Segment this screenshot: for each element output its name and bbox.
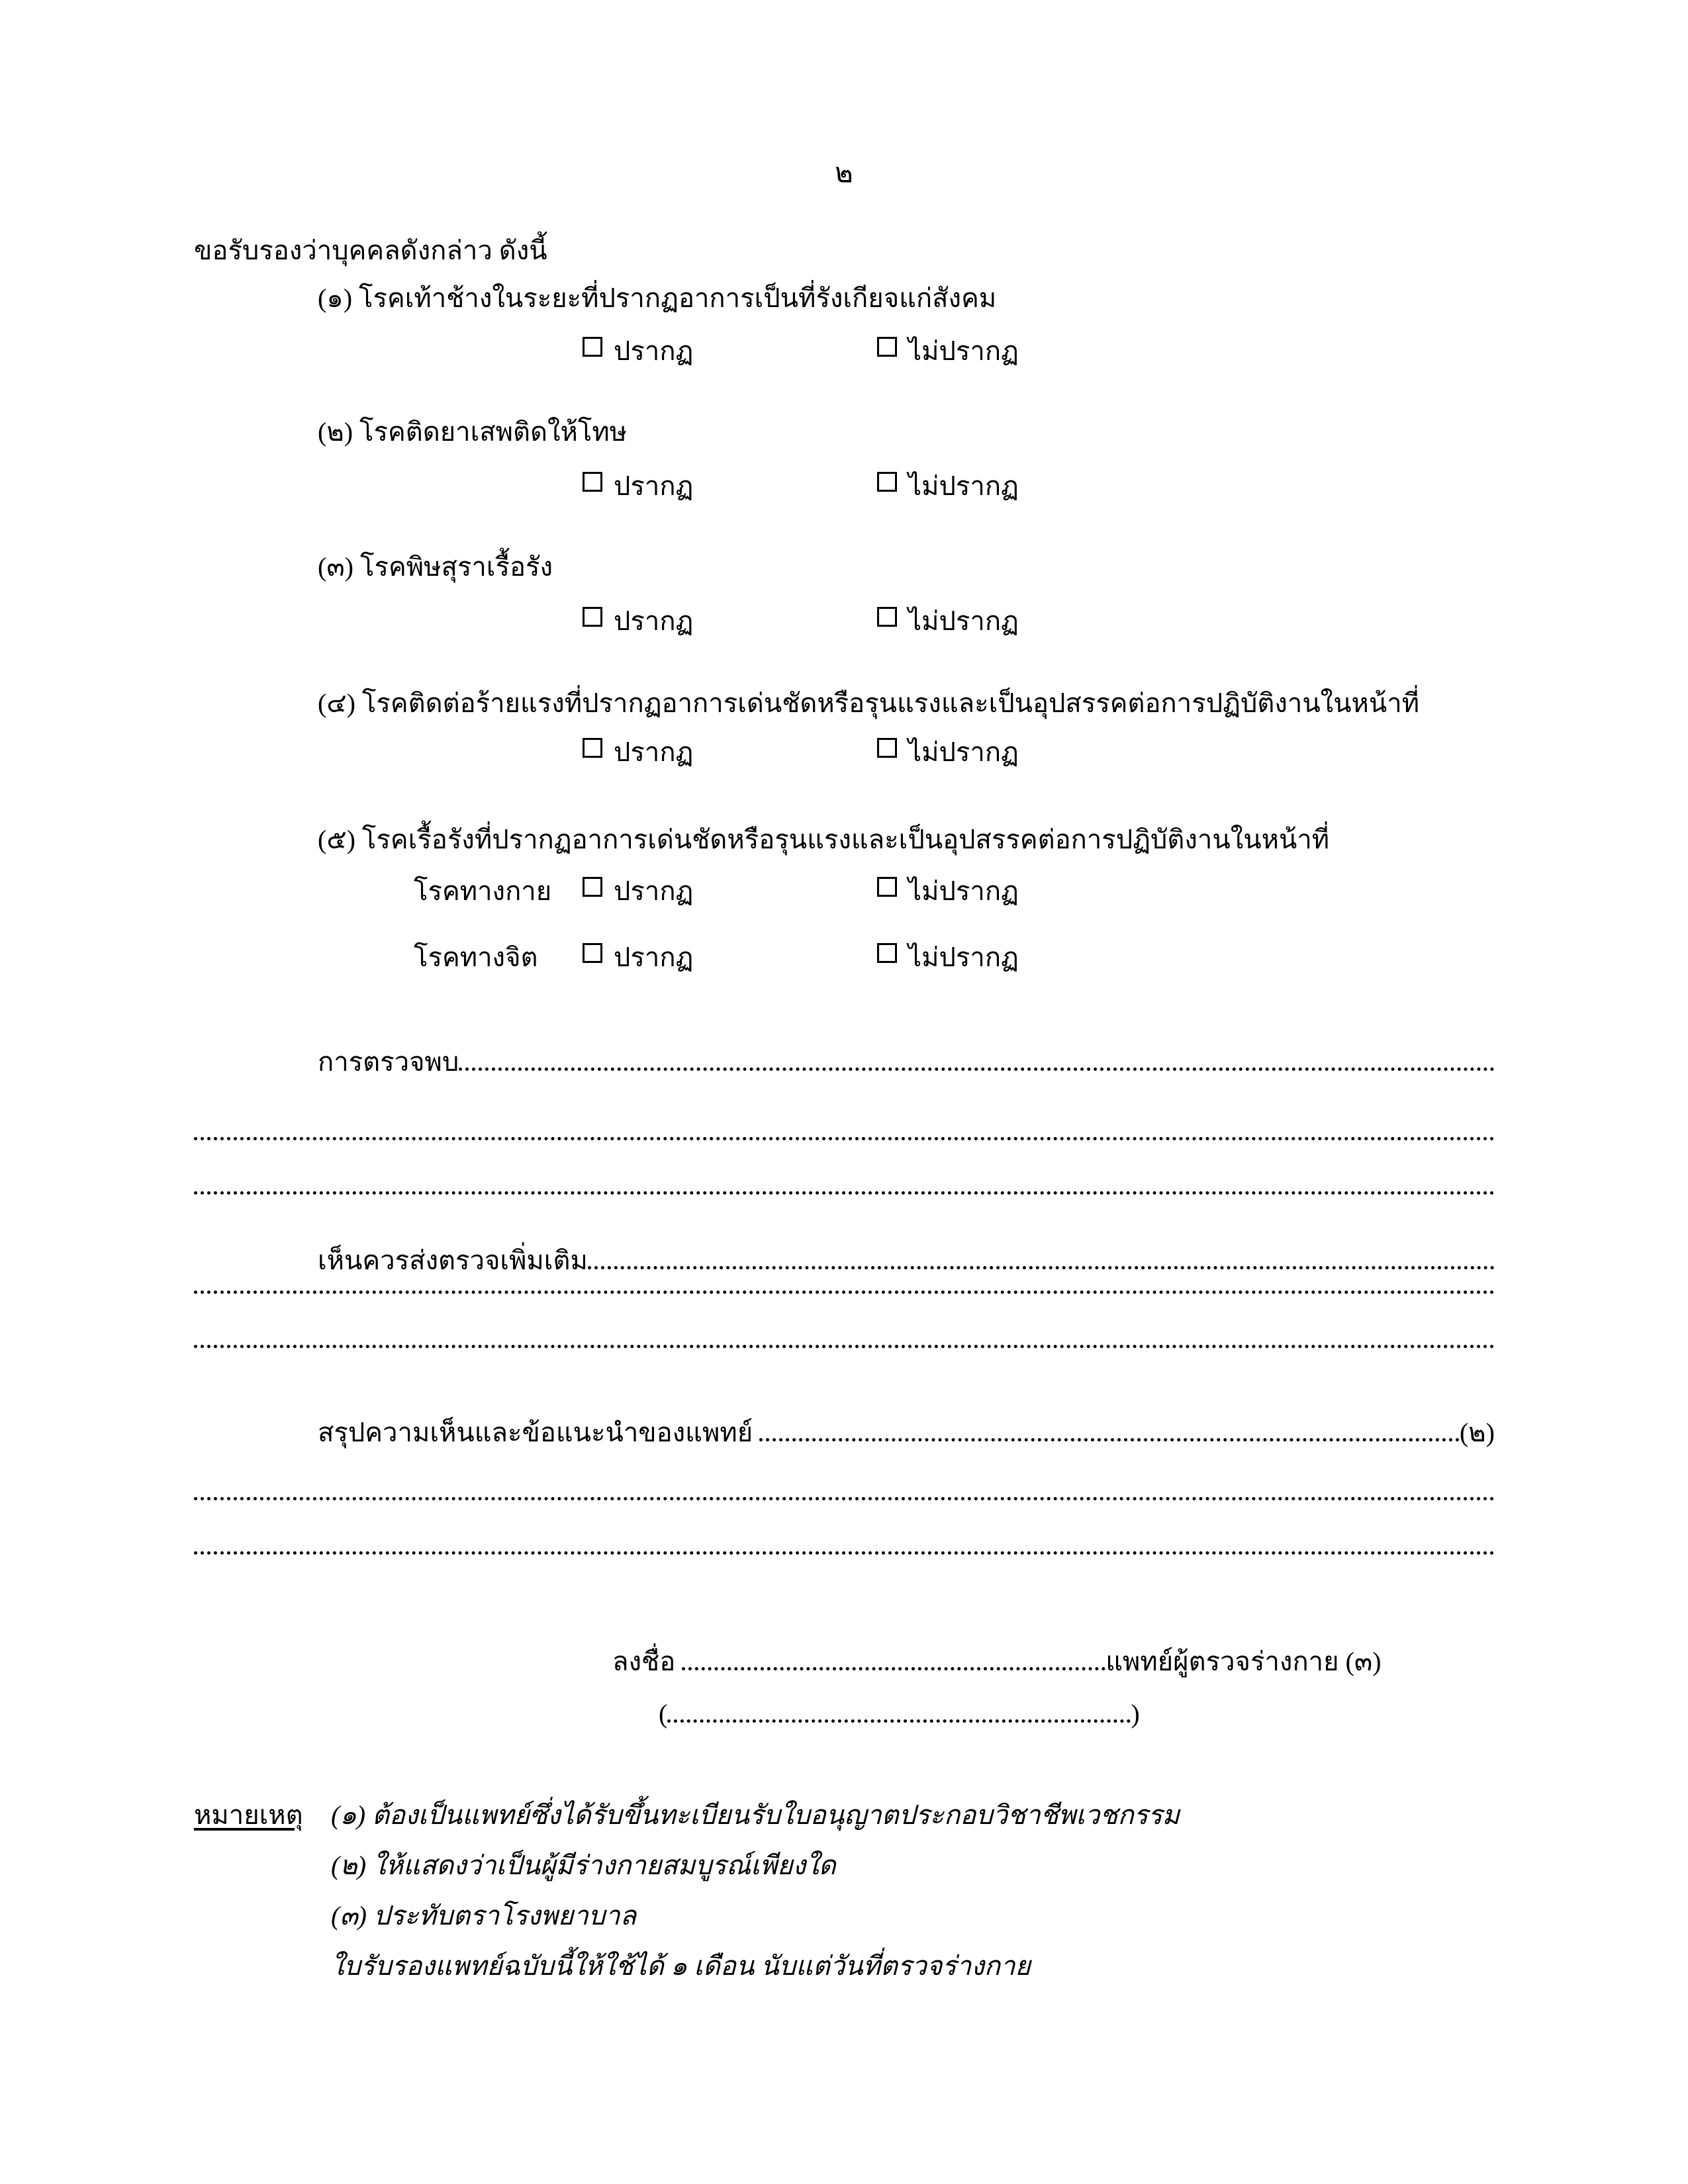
- signature-name-row[interactable]: [659, 1698, 1140, 1729]
- disease-item-2-options: [583, 465, 1019, 507]
- disease-item-5-physical-label: โรคทางกาย: [414, 876, 552, 906]
- summary-footnote-ref: (๒): [1459, 1418, 1495, 1447]
- disease-item-3-label: (๓) โรคพิษสุราเรื้อรัง: [318, 552, 553, 582]
- checkbox-present-3-icon[interactable]: [583, 607, 602, 627]
- summary-label: สรุปความเห็นและข้อแนะนำของแพทย์: [318, 1418, 760, 1447]
- checkbox-present-4-icon[interactable]: [583, 738, 602, 758]
- signature-row[interactable]: [612, 1640, 1382, 1682]
- signature-name-input-line[interactable]: [667, 1719, 1131, 1723]
- checkbox-option-present-5-physical[interactable]: [583, 870, 877, 912]
- note-item-3: (๓) ประทับตราโรงพยาบาล: [331, 1901, 637, 1931]
- summary-input-line[interactable]: [759, 1438, 1460, 1441]
- disease-item-3-options: [583, 600, 1019, 642]
- checkbox-present-5-physical-icon[interactable]: [583, 877, 602, 897]
- checkbox-present-2-label: ปรากฏ: [614, 471, 694, 501]
- further-exam-field[interactable]: [318, 1239, 1495, 1281]
- further-exam-input-line-2[interactable]: [194, 1291, 1495, 1294]
- checkbox-absent-3-icon[interactable]: [877, 607, 897, 627]
- note-item-1: (๑) ต้องเป็นแพทย์ซึ่งได้รับขึ้นทะเบียนรับใบอนุญาตประกอบวิชาชีพเวชกรรม: [331, 1800, 1180, 1830]
- disease-item-5-mental-options: [414, 936, 1019, 978]
- further-exam-label: เห็นควรส่งตรวจเพิ่มเติม: [318, 1246, 588, 1275]
- checkbox-absent-5-mental-icon[interactable]: [877, 943, 897, 963]
- checkbox-option-absent-3[interactable]: [877, 600, 1019, 642]
- signature-label: ลงชื่อ: [612, 1647, 682, 1676]
- checkbox-option-absent-5-mental[interactable]: [877, 936, 1019, 978]
- signature-role-label: แพทย์ผู้ตรวจร่างกาย (๓): [1105, 1647, 1382, 1676]
- checkbox-absent-4-icon[interactable]: [877, 738, 897, 758]
- disease-item-5-label: (๕) โรคเรื้อรังที่ปรากฏอาการเด่นชัดหรือรุนแรงและเป็นอุปสรรคต่อการปฏิบัติงานในหน้าที่: [318, 825, 1330, 854]
- signature-name-close-paren: ): [1131, 1699, 1140, 1729]
- findings-input-line-3[interactable]: [194, 1191, 1495, 1195]
- checkbox-present-5-physical-label: ปรากฏ: [614, 876, 694, 906]
- checkbox-present-5-mental-label: ปรากฏ: [614, 942, 694, 972]
- summary-field[interactable]: [318, 1411, 1495, 1453]
- disease-item-4-options: [583, 731, 1019, 773]
- disease-item-4-label: (๔) โรคติดต่อร้ายแรงที่ปรากฏอาการเด่นชัดหรือรุนแรงและเป็นอุปสรรคต่อการปฏิบัติงานในหน้าที่: [318, 688, 1420, 718]
- findings-label: การตรวจพบ: [318, 1047, 459, 1077]
- note-item-validity: ใบรับรองแพทย์ฉบับนี้ให้ใช้ได้ ๑ เดือน นับแต่วันที่ตรวจร่างกาย: [331, 1951, 1031, 1981]
- checkbox-present-1-label: ปรากฏ: [614, 336, 694, 366]
- notes-label: หมายเหตุ: [194, 1800, 303, 1830]
- disease-item-5-physical-options: [414, 870, 1019, 912]
- checkbox-option-present-2[interactable]: [583, 465, 877, 507]
- signature-input-line[interactable]: [682, 1667, 1105, 1670]
- checkbox-absent-1-label: ไม่ปรากฏ: [908, 336, 1019, 366]
- checkbox-option-present-4[interactable]: [583, 731, 877, 773]
- note-item-2: (๒) ให้แสดงว่าเป็นผู้มีร่างกายสมบูรณ์เพียงใด: [331, 1850, 836, 1880]
- summary-input-line-2[interactable]: [194, 1497, 1495, 1500]
- checkbox-present-5-mental-icon[interactable]: [583, 943, 602, 963]
- checkbox-absent-3-label: ไม่ปรากฏ: [908, 606, 1019, 636]
- checkbox-present-2-icon[interactable]: [583, 472, 602, 492]
- disease-item-5-mental-label: โรคทางจิต: [414, 942, 538, 972]
- findings-field[interactable]: [318, 1040, 1495, 1083]
- page-number: ๒: [835, 158, 853, 189]
- checkbox-option-present-5-mental[interactable]: [583, 936, 877, 978]
- checkbox-absent-2-icon[interactable]: [877, 472, 897, 492]
- checkbox-present-1-icon[interactable]: [583, 337, 602, 357]
- checkbox-option-present-1[interactable]: [583, 330, 877, 372]
- further-exam-input-line[interactable]: [588, 1266, 1495, 1269]
- disease-item-2-label: (๒) โรคติดยาเสพติดให้โทษ: [318, 417, 628, 447]
- checkbox-option-absent-5-physical[interactable]: [877, 870, 1019, 912]
- further-exam-input-line-3[interactable]: [194, 1345, 1495, 1348]
- checkbox-option-absent-2[interactable]: [877, 465, 1019, 507]
- checkbox-present-3-label: ปรากฏ: [614, 606, 694, 636]
- checkbox-present-4-label: ปรากฏ: [614, 737, 694, 767]
- checkbox-option-absent-4[interactable]: [877, 731, 1019, 773]
- disease-item-1-options: [583, 330, 1019, 372]
- intro-line: ขอรับรองว่าบุคคลดังกล่าว ดังนี้: [194, 236, 547, 265]
- checkbox-option-absent-1[interactable]: [877, 330, 1019, 372]
- findings-input-line[interactable]: [459, 1068, 1495, 1071]
- disease-item-1-label: (๑) โรคเท้าช้างในระยะที่ปรากฏอาการเป็นที่รังเกียจแก่สังคม: [318, 283, 997, 313]
- checkbox-absent-2-label: ไม่ปรากฏ: [908, 471, 1019, 501]
- checkbox-absent-5-physical-icon[interactable]: [877, 877, 897, 897]
- checkbox-absent-1-icon[interactable]: [877, 337, 897, 357]
- findings-input-line-2[interactable]: [194, 1137, 1495, 1140]
- summary-input-line-3[interactable]: [194, 1551, 1495, 1555]
- signature-name-open-paren: (: [659, 1699, 668, 1729]
- checkbox-option-present-3[interactable]: [583, 600, 877, 642]
- checkbox-absent-5-mental-label: ไม่ปรากฏ: [908, 942, 1019, 972]
- checkbox-absent-4-label: ไม่ปรากฏ: [908, 737, 1019, 767]
- checkbox-absent-5-physical-label: ไม่ปรากฏ: [908, 876, 1019, 906]
